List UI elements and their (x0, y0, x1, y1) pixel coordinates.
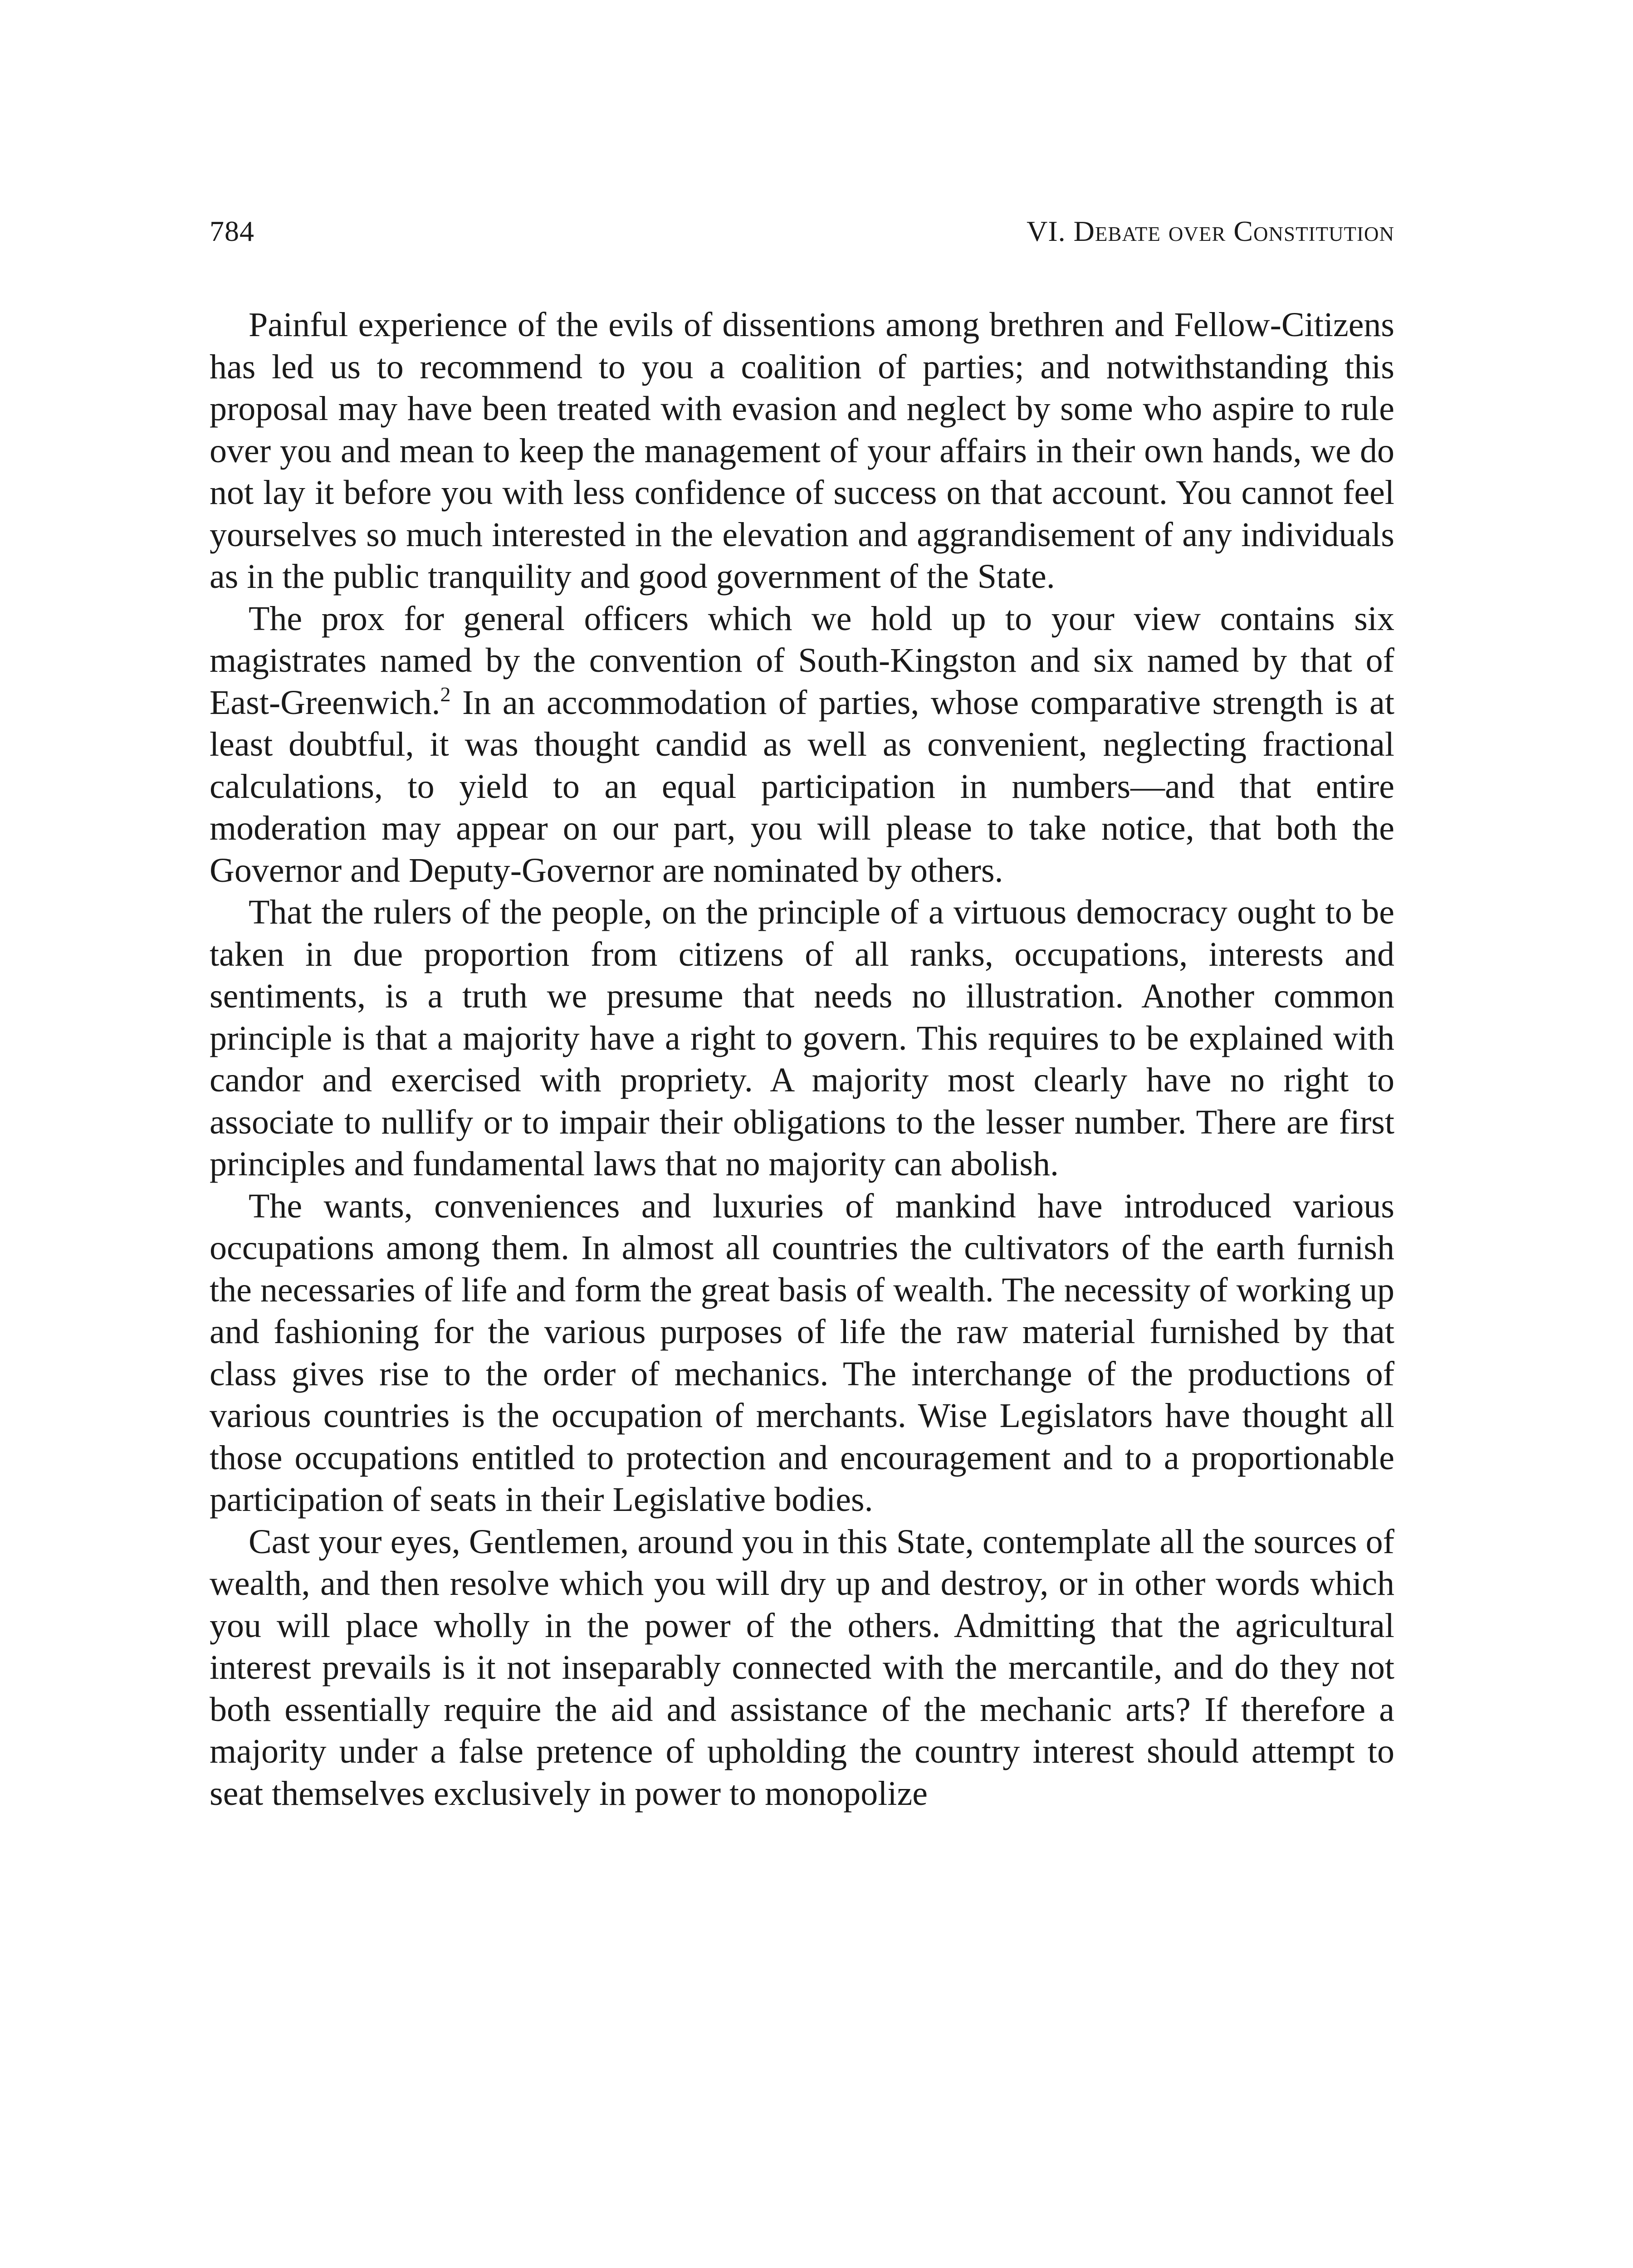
paragraph-2-text-after-note: In an accommodation of parties, whose comparative strength is at least doubtful, it was thought candid as well as convenient, neglecting fractional calculations, to yield to an equal participation in numbers—and that entire moderation may appear on our part, you will please to take notice, that both the Governor and Deputy-Governor are nominated by others. (210, 683, 1394, 890)
paragraph-4: The wants, conveniences and luxuries of mankind have introduced various occupations among them. In almost all countries the cultivators of the earth furnish the necessaries of life and form the great basis of wealth. The necessity of working up and fashioning for the various purposes of life the raw material furnished by that class gives rise to the order of mechanics. The interchange of the productions of various countries is the occupation of merchants. Wise Legislators have thought all those occupations entitled to protection and encouragement and to a proportionable participation of seats in their Legislative bodies. (210, 1187, 1394, 1519)
footnote-reference: 2 (440, 682, 451, 706)
body-text (210, 304, 1394, 1814)
page-number: 784 (210, 215, 254, 247)
paragraph-3: That the rulers of the people, on the principle of a virtuous democracy ought to be taken in due proportion from citizens of all ranks, occupations, interests and sentiments, is a truth we presume that needs no illustration. Another common principle is that a majority have a right to govern. This requires to be explained with candor and exercised with propriety. A majority most clearly have no right to associate to nullify or to impair their obligations to the lesser number. There are first principles and fundamental laws that no majority can abolish. (210, 893, 1394, 1183)
paragraph-2-text-before-note: The prox for general officers which we hold up to your view contains six magistrates named by the convention of South-Kingston and six named by that of East-Greenwich. (210, 599, 1394, 722)
section-title: VI. Debate over Constitution (1027, 215, 1394, 247)
running-head (210, 213, 1394, 249)
book-page (210, 213, 1394, 1814)
paragraph-5: Cast your eyes, Gentlemen, around you in this State, contemplate all the sources of wealth, and then resolve which you will dry up and destroy, or in other words which you will place wholly in the power of the others. Admitting that the agricultural interest prevails is it not inseparably connected with the mercantile, and do they not both essentially require the aid and assistance of the mechanic arts? If therefore a majority under a false pretence of upholding the country interest should attempt to seat themselves exclusively in power to monopolize (210, 1522, 1394, 1813)
paragraph-1: Painful experience of the evils of dissentions among brethren and Fellow-Citizens has led us to recommend to you a coalition of parties; and notwithstanding this proposal may have been treated with evasion and neglect by some who aspire to rule over you and mean to keep the management of your affairs in their own hands, we do not lay it before you with less confidence of success on that account. You cannot feel yourselves so much interested in the elevation and aggrandisement of any individuals as in the public tranquility and good government of the State. (210, 306, 1394, 596)
paragraph-2 (210, 598, 1394, 892)
